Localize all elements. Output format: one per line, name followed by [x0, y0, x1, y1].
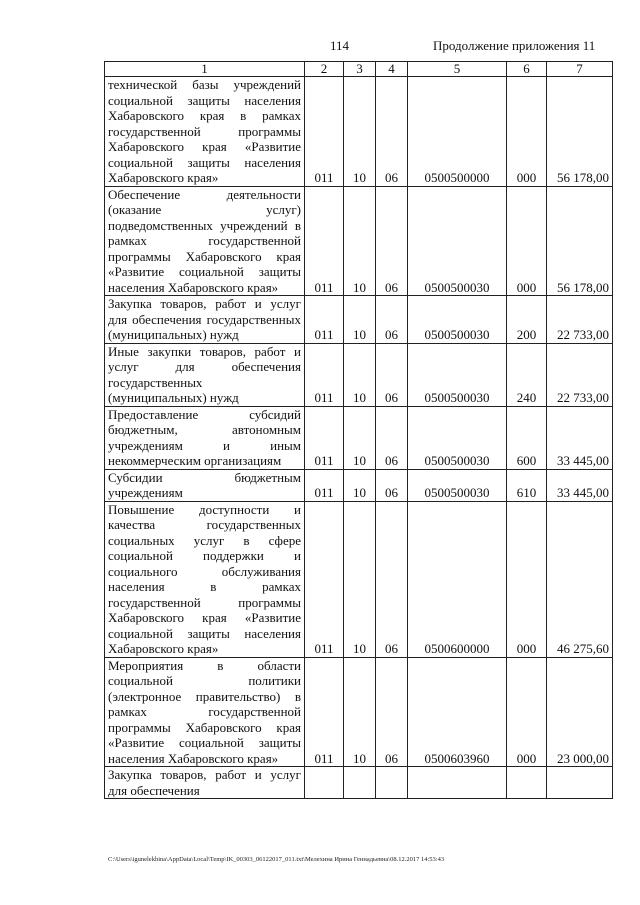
amount: 33 445,00	[547, 469, 613, 501]
target-item-code: 0500500030	[408, 343, 507, 406]
target-item-code	[408, 767, 507, 799]
row-name: Закупка товаров, работ и услуг для обеспечения	[105, 767, 305, 799]
page-number: 114	[330, 38, 350, 53]
row-name: технической базы учреждений социальной защиты населения Хабаровского края в рамках государственной программы Хабаровского края «Развитие социальной защиты населения Хабаровского края»	[105, 77, 305, 187]
column-header: 5	[408, 62, 507, 77]
header-row	[105, 62, 613, 77]
table-row	[105, 501, 613, 657]
subsection-code: 06	[376, 186, 408, 296]
row-name: Субсидии бюджетным учреждениям	[105, 469, 305, 501]
subsection-code: 06	[376, 406, 408, 469]
table-row	[105, 469, 613, 501]
column-header: 1	[105, 62, 305, 77]
column-header: 2	[305, 62, 344, 77]
table-row	[105, 767, 613, 799]
expense-type-code: 000	[507, 501, 547, 657]
target-item-code: 0500600000	[408, 501, 507, 657]
ministry-code: 011	[305, 469, 344, 501]
subsection-code	[376, 767, 408, 799]
row-name: Закупка товаров, работ и услуг для обеспечения государственных (муниципальных) нужд	[105, 296, 305, 344]
target-item-code: 0500500030	[408, 296, 507, 344]
expense-type-code: 240	[507, 343, 547, 406]
section-code: 10	[344, 296, 376, 344]
amount: 56 178,00	[547, 77, 613, 187]
amount: 22 733,00	[547, 296, 613, 344]
ministry-code: 011	[305, 501, 344, 657]
target-item-code: 0500500030	[408, 469, 507, 501]
row-name: Повышение доступности и качества государственных социальных услуг в сфере социальной поддержки и социального обслуживания населения в рамках государственной программы Хабаровского края «Развитие социальной защиты населения Хабаровского края»	[105, 501, 305, 657]
amount: 46 275,60	[547, 501, 613, 657]
amount: 23 000,00	[547, 657, 613, 767]
row-name: Иные закупки товаров, работ и услуг для обеспечения государственных (муниципальных) нужд	[105, 343, 305, 406]
table-row	[105, 343, 613, 406]
column-header: 3	[344, 62, 376, 77]
expense-type-code: 600	[507, 406, 547, 469]
subsection-code: 06	[376, 77, 408, 187]
section-code: 10	[344, 343, 376, 406]
table-row	[105, 186, 613, 296]
table-row	[105, 77, 613, 187]
target-item-code: 0500603960	[408, 657, 507, 767]
column-header: 4	[376, 62, 408, 77]
ministry-code: 011	[305, 77, 344, 187]
table-row	[105, 406, 613, 469]
expense-type-code	[507, 767, 547, 799]
subsection-code: 06	[376, 657, 408, 767]
ministry-code	[305, 767, 344, 799]
continuation-title: Продолжение приложения 11	[433, 38, 596, 53]
expense-type-code: 000	[507, 77, 547, 187]
target-item-code: 0500500000	[408, 77, 507, 187]
section-code: 10	[344, 186, 376, 296]
expense-type-code: 000	[507, 186, 547, 296]
target-item-code: 0500500030	[408, 406, 507, 469]
subsection-code: 06	[376, 469, 408, 501]
table-row	[105, 296, 613, 344]
subsection-code: 06	[376, 343, 408, 406]
ministry-code: 011	[305, 296, 344, 344]
row-name: Мероприятия в области социальной политики (электронное правительство) в рамках государственной программы Хабаровского края «Развитие социальной защиты населения Хабаровского края»	[105, 657, 305, 767]
amount: 56 178,00	[547, 186, 613, 296]
amount: 33 445,00	[547, 406, 613, 469]
section-code	[344, 767, 376, 799]
subsection-code: 06	[376, 296, 408, 344]
ministry-code: 011	[305, 406, 344, 469]
section-code: 10	[344, 501, 376, 657]
amount: 22 733,00	[547, 343, 613, 406]
column-header: 7	[547, 62, 613, 77]
section-code: 10	[344, 77, 376, 187]
target-item-code: 0500500030	[408, 186, 507, 296]
expense-type-code: 610	[507, 469, 547, 501]
row-name: Обеспечение деятельности (оказание услуг) подведомственных учреждений в рамках государственной программы Хабаровского края «Развитие социальной защиты населения Хабаровского края»	[105, 186, 305, 296]
expense-type-code: 200	[507, 296, 547, 344]
table-row	[105, 657, 613, 767]
ministry-code: 011	[305, 657, 344, 767]
file-path-footer: C:\Users\igunelekhina\AppData\Local\Temp\IK_00303_06122017_011.txt\Мелехина Ирина Геннадьевна\08.12.2017 14:53:43	[108, 856, 445, 863]
column-header: 6	[507, 62, 547, 77]
expense-type-code: 000	[507, 657, 547, 767]
section-code: 10	[344, 657, 376, 767]
section-code: 10	[344, 406, 376, 469]
ministry-code: 011	[305, 343, 344, 406]
ministry-code: 011	[305, 186, 344, 296]
row-name: Предоставление субсидий бюджетным, автономным учреждениям и иным некоммерческим организациям	[105, 406, 305, 469]
amount	[547, 767, 613, 799]
section-code: 10	[344, 469, 376, 501]
subsection-code: 06	[376, 501, 408, 657]
budget-table	[104, 61, 613, 799]
